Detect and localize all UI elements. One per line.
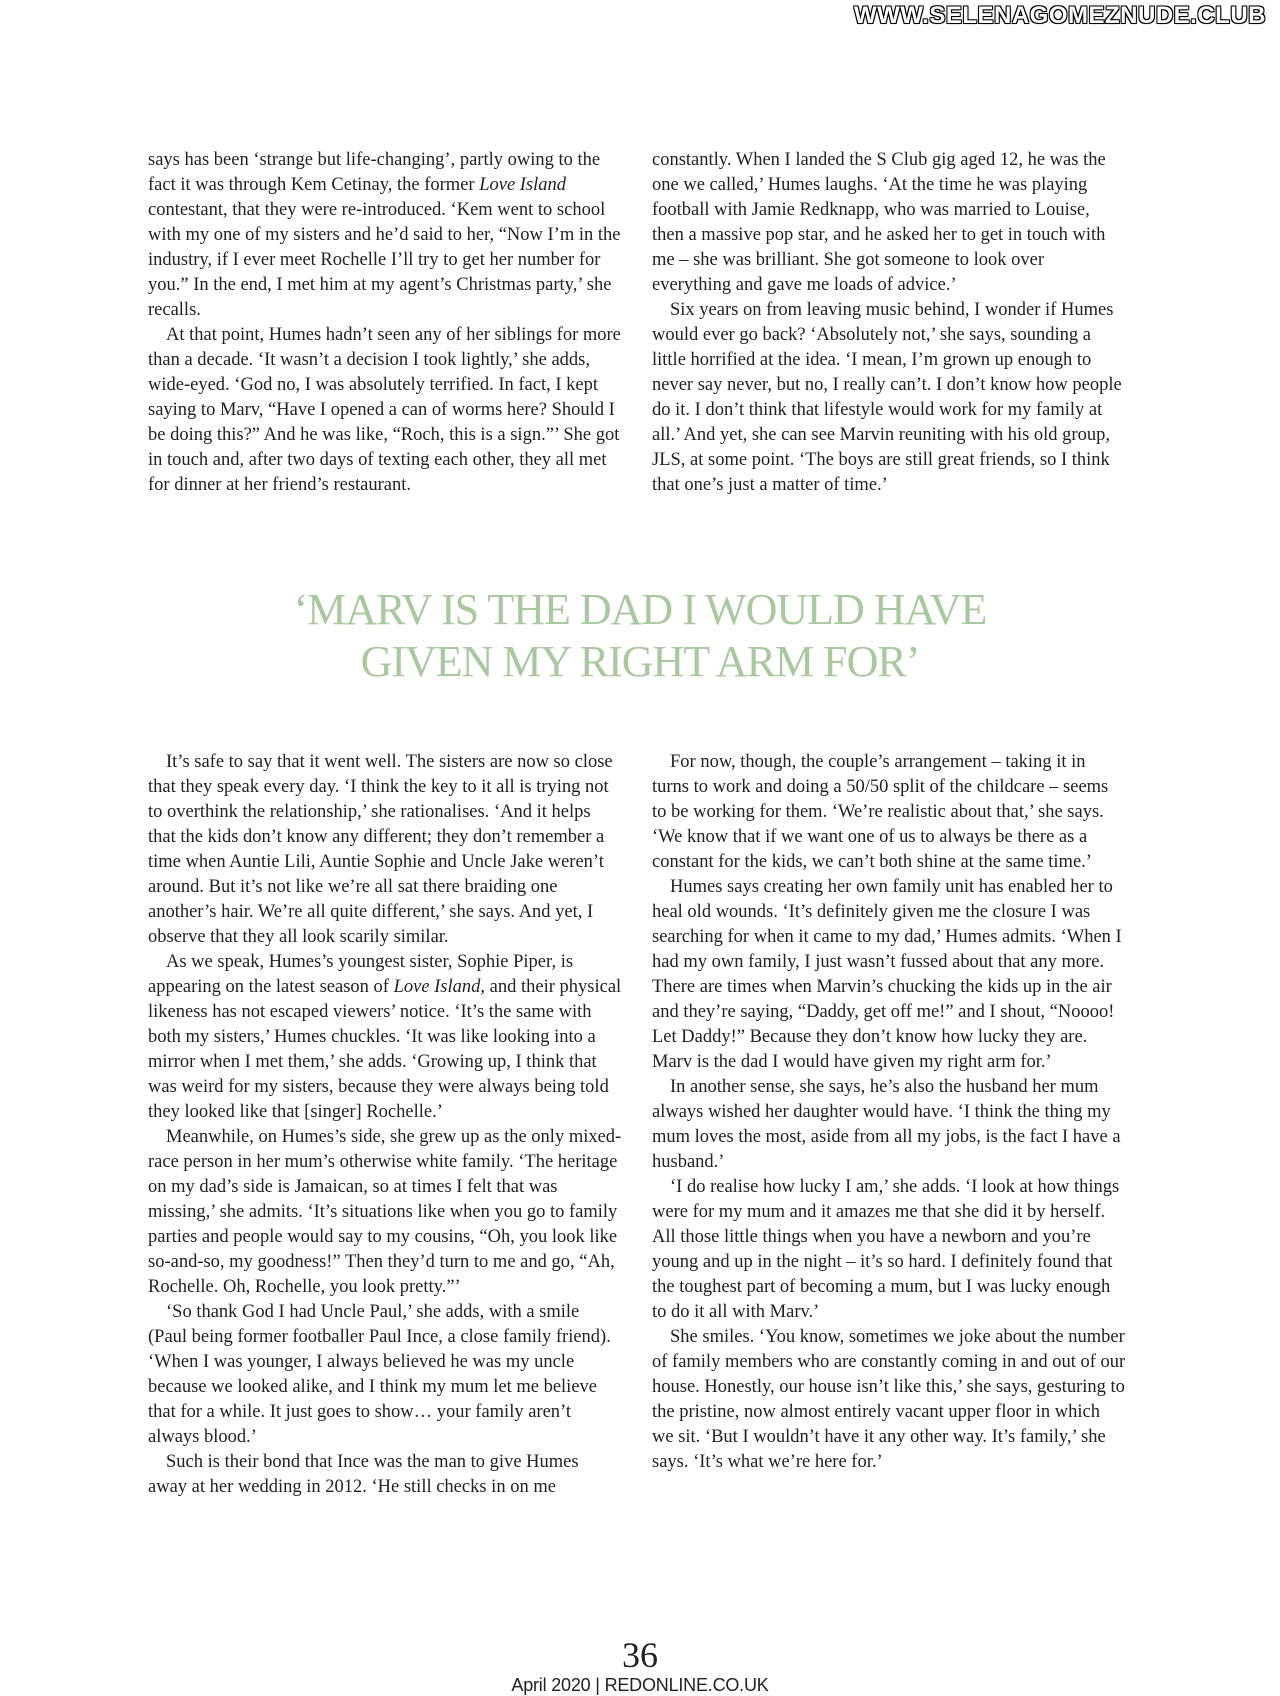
watermark-text: WWW.SELENAGOMEZNUDE.CLUB: [854, 2, 1266, 29]
body-paragraph: [652, 875, 1126, 1075]
website-url: REDONLINE.CO.UK: [604, 1675, 769, 1695]
pull-quote: [140, 584, 1140, 688]
pull-quote-line: ‘MARV IS THE DAD I WOULD HAVE: [293, 585, 987, 634]
body-text: In another sense, she says, he’s also the husband her mum always wished her daughter would have. ‘I think the thing my mum loves the most, aside from all my jobs, is the fact I have a husband.’: [652, 1077, 1121, 1172]
body-paragraph: [652, 1325, 1126, 1475]
body-paragraph: [148, 323, 622, 498]
footer-separator: |: [595, 1675, 600, 1695]
body-paragraph: [148, 950, 622, 1125]
body-text: For now, though, the couple’s arrangement – taking it in turns to work and doing a 50/50 split of the childcare – seems to be working for them. ‘We’re realistic about that,’ she says. ‘We know that if we want one of us to always be there as a constant for the kids, we can’t both shine at the same time.’: [652, 752, 1109, 872]
body-text: ‘I do realise how lucky I am,’ she adds. ‘I look at how things were for my mum and it amazes me that she did it by herself. All those little things when you have a newborn and you’re young and up in the night – it’s so hard. I definitely found that the toughest part of becoming a mum, but I was lucky enough to do it all with Marv.’: [652, 1177, 1120, 1322]
body-text: , and their physical likeness has not escaped viewers’ notice. ‘It’s the same with both my sisters,’ Humes chuckles. ‘It was like looking into a mirror when I met them,’ she adds. ‘Growing up, I think that was weird for my sisters, because they were always being told they looked like that [singer] Rochelle.’: [148, 977, 622, 1122]
body-text: Humes says creating her own family unit has enabled her to heal old wounds. ‘It’s definitely given me the closure I was searching for when it came to my dad,’ Humes admits. ‘When I had my own family, I just wasn’t fussed about that any more. There are times when Marvin’s chucking the kids up in the air and they’re saying, “Daddy, get off me!” and I shout, “Noooo! Let Daddy!” Because they don’t know how lucky they are. Marv is the dad I would have given my right arm for.’: [652, 877, 1122, 1072]
body-text: says has been ‘strange but life-changing’, partly owing to the fact it was through Kem Cetinay, the former: [148, 150, 601, 195]
body-paragraph: [148, 1300, 622, 1450]
body-text: At that point, Humes hadn’t seen any of her siblings for more than a decade. ‘It wasn’t a decision I took lightly,’ she adds, wide-eyed. ‘God no, I was absolutely terrified. In fact, I kept saying to Marv, “Have I opened a can of worms here? Should I be doing this?” And he was like, “Roch, this is a sign.”’ She got in touch and, after two days of texting each other, they all met for dinner at her friend’s restaurant.: [148, 325, 621, 495]
body-paragraph: [652, 750, 1126, 875]
body-paragraph: [148, 148, 622, 323]
title-italic: Love Island: [393, 977, 481, 997]
body-text: contestant, that they were re-introduced. ‘Kem went to school with my one of my sisters and he’d said to her, “Now I’m in the industry, if I ever meet Rochelle I’ll try to get her number for you.” In the end, I met him at my agent’s Christmas party,’ she recalls.: [148, 200, 621, 320]
body-paragraph: [652, 298, 1126, 498]
body-text: constantly. When I landed the S Club gig aged 12, he was the one we called,’ Humes laughs. ‘At the time he was playing football with Jamie Redknapp, who was married to Louise, then a massive pop star, and he asked her to get in touch with me – she was brilliant. She got someone to look over everything and gave me loads of advice.’: [652, 150, 1106, 295]
body-paragraph: [148, 1125, 622, 1300]
pull-quote-line: GIVEN MY RIGHT ARM FOR’: [360, 637, 920, 686]
issue-date: April 2020: [511, 1675, 591, 1695]
page-number: 36: [622, 1635, 658, 1675]
body-text: She smiles. ‘You know, sometimes we joke about the number of family members who are constantly coming in and out of our house. Honestly, our house isn’t like this,’ she says, gesturing to the pristine, now almost entirely vacant upper floor in which we sit. ‘But I wouldn’t have it any other way. It’s family,’ she says. ‘It’s what we’re here for.’: [652, 1327, 1126, 1472]
body-paragraph: [652, 1075, 1126, 1175]
body-text: Such is their bond that Ince was the man to give Humes away at her wedding in 2012. ‘He still checks in on me: [148, 1452, 579, 1497]
body-text: Meanwhile, on Humes’s side, she grew up as the only mixed-race person in her mum’s otherwise white family. ‘The heritage on my dad’s side is Jamaican, so at times I felt that was missing,’ she admits. ‘It’s situations like when you go to family parties and people would say to my cousins, “Oh, you look like so-and-so, my goodness!” Then they’d turn to me and go, “Ah, Rochelle. Oh, Rochelle, you look pretty.”’: [148, 1127, 622, 1297]
title-italic: Love Island: [479, 175, 567, 195]
article-column-top-right: [652, 148, 1126, 498]
body-paragraph: [148, 750, 622, 950]
body-text: Six years on from leaving music behind, I wonder if Humes would ever go back? ‘Absolutely not,’ she says, sounding a little horrified at the idea. ‘I mean, I’m grown up enough to never say never, but no, I really can’t. I don’t know how people do it. I don’t think that lifestyle would work for my family at all.’ And yet, she can see Marvin reuniting with his old group, JLS, at some point. ‘The boys are still great friends, so I think that one’s just a matter of time.’: [652, 300, 1122, 495]
body-paragraph: [148, 1450, 622, 1500]
body-text: ‘So thank God I had Uncle Paul,’ she adds, with a smile (Paul being former footballer Paul Ince, a close family friend). ‘When I was younger, I always believed he was my uncle because we looked alike, and I think my mum let me believe that for a while. It just goes to show… your family aren’t always blood.’: [148, 1302, 611, 1447]
body-paragraph: [652, 148, 1126, 298]
body-paragraph: [652, 1175, 1126, 1325]
article-column-top-left: [148, 148, 622, 498]
body-text: It’s safe to say that it went well. The sisters are now so close that they speak every day. ‘I think the key to it all is trying not to overthink the relationship,’ she rationalises. ‘And it helps that the kids don’t know any different; they don’t remember a time when Auntie Lili, Auntie Sophie and Uncle Jake weren’t around. But it’s not like we’re all sat there braiding one another’s hair. We’re all quite different,’ she says. And yet, I observe that they all look scarily similar.: [148, 752, 613, 947]
article-column-bottom-right: [652, 750, 1126, 1475]
article-column-bottom-left: [148, 750, 622, 1500]
body-text: As we speak, Humes’s youngest sister, Sophie Piper, is appearing on the latest season of: [148, 952, 574, 997]
page-footer: [0, 1675, 1280, 1695]
